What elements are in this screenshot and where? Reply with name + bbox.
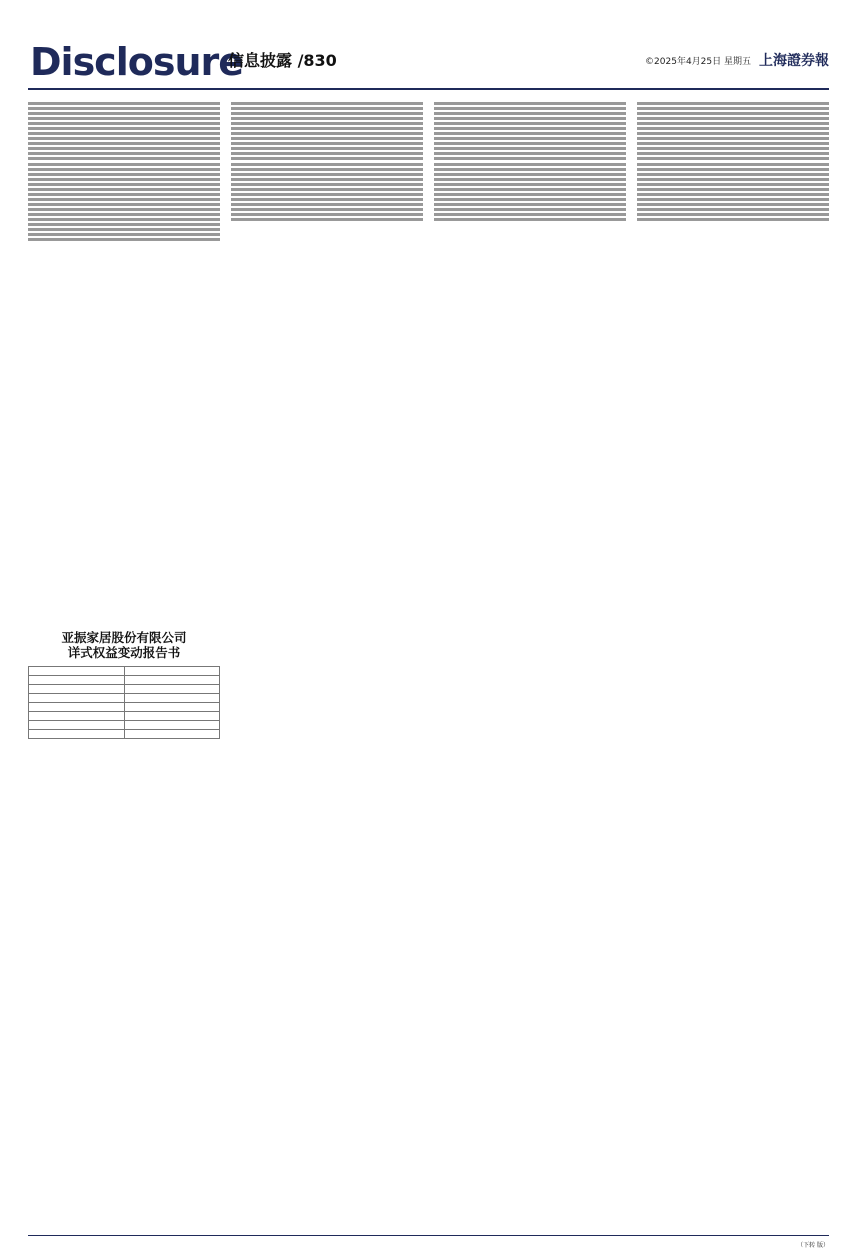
report-doc-title: 详式权益变动报告书 — [67, 645, 181, 660]
report-table — [28, 666, 220, 739]
issue-date: ©2025年4月25日 星期五 — [645, 56, 751, 67]
masthead — [0, 0, 857, 90]
column-3 — [434, 100, 626, 1230]
footer-rule — [28, 1235, 829, 1236]
text-block — [28, 102, 220, 160]
text-block — [637, 163, 829, 221]
section-title: 信息披露 /830 — [228, 51, 337, 70]
page-marker: （下转 版） — [797, 1242, 829, 1249]
text-block — [231, 163, 423, 221]
column-2 — [231, 100, 423, 1230]
header-rule — [28, 88, 829, 90]
report-company: 亚振家居股份有限公司 — [61, 630, 187, 645]
column-4 — [637, 100, 829, 1230]
text-block — [637, 102, 829, 160]
page-body — [28, 100, 829, 1230]
column-1 — [28, 100, 220, 1230]
section-brand: Disclosure — [30, 40, 244, 84]
newspaper-name: 上海證券報 — [759, 53, 829, 69]
text-block — [28, 163, 220, 241]
text-block — [231, 102, 423, 160]
report-title — [28, 630, 220, 660]
text-block — [434, 102, 626, 160]
report-block — [28, 630, 220, 739]
header-right — [645, 50, 829, 70]
text-block — [434, 163, 626, 221]
